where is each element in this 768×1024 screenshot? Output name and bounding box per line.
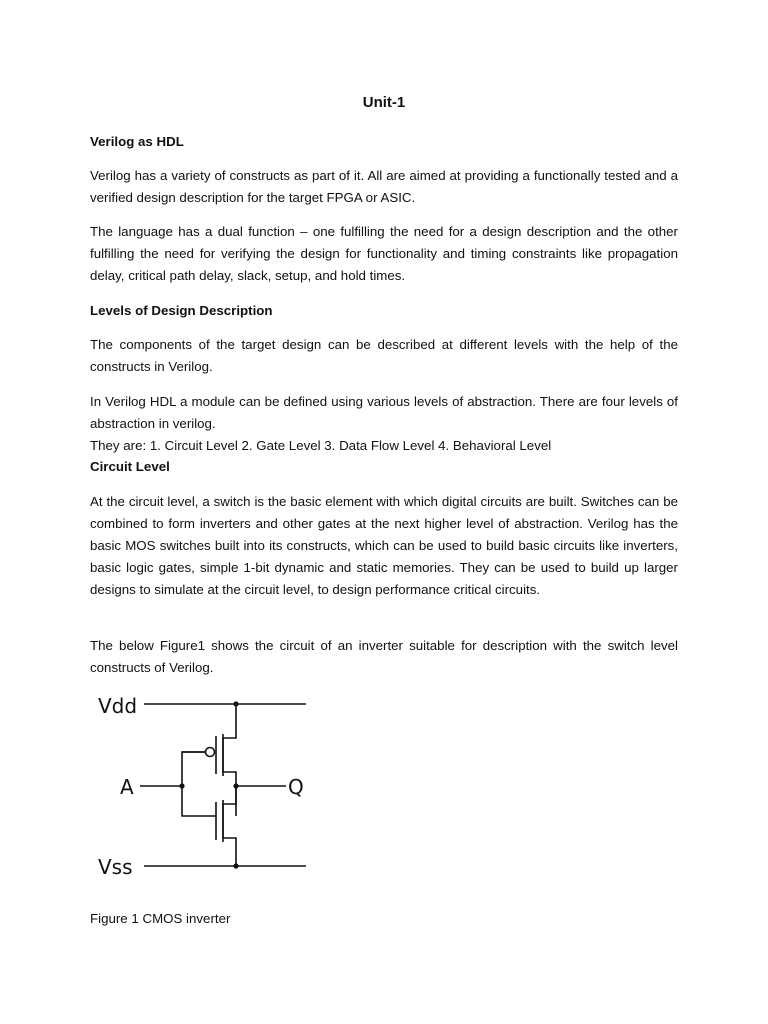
heading-circuit-level: Circuit Level [90,459,170,474]
input-junction-dot [179,783,184,788]
gate-wire-lower [182,752,216,816]
page-title: Unit-1 [362,94,406,111]
pmos-bubble [206,748,215,757]
vdd-junction-dot [233,701,238,706]
paragraph-levels-list: They are: 1. Circuit Level 2. Gate Level 3. Data Flow Level 4. Behavioral Level [90,438,552,453]
cmos-inverter-figure [90,690,320,880]
vss-junction-dot [233,863,238,868]
heading-levels: Levels of Design Description [90,303,273,318]
paragraph-abstraction: In Verilog HDL a module can be defined using various levels of abstraction. There are four levels of abstraction in verilog. [90,394,678,431]
input-a-label: A [120,775,134,799]
paragraph-circuit-level: At the circuit level, a switch is the basic element with which digital circuits are built. Switches can be combined to form inverters and other gates at the next higher level of abstraction. Verilog has the basic MOS switches built into its constructs, which can be used to build basic circuits like inverters, basic logic gates, simple 1-bit dynamic and static memories. They can be used to build up larger designs to simulate at the circuit level, to design performance critical circuits. [90,494,678,597]
output-junction-dot [233,783,238,788]
paragraph-intro: Verilog has a variety of constructs as part of it. All are aimed at providing a functionally tested and a verified design description for the target FPGA or ASIC. [90,168,678,205]
paragraph-components: The components of the target design can be described at different levels with the help of the constructs in Verilog. [90,337,678,374]
vdd-label: Vdd [98,694,138,718]
pmos-channel-path [223,704,236,816]
vss-label: Vss [98,855,133,879]
heading-verilog-as-hdl: Verilog as HDL [90,134,184,149]
nmos-channel-path [223,786,236,866]
output-q-label: Q [288,775,304,799]
paragraph-figure-intro: The below Figure1 shows the circuit of an inverter suitable for description with the switch level constructs of Verilog. [90,638,678,675]
figure-caption: Figure 1 CMOS inverter [90,911,231,926]
cmos-inverter-diagram [90,690,320,880]
paragraph-dual-function: The language has a dual function – one fulfilling the need for a design description and the other fulfilling the need for verifying the design for functionality and timing constraints like propagation delay, critical path delay, slack, setup, and hold times. [90,224,678,283]
